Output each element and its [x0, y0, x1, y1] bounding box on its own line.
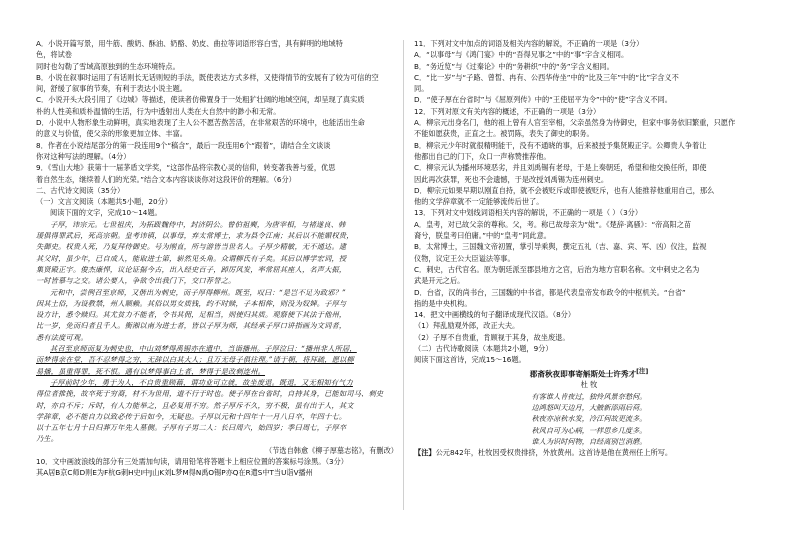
column-divider	[403, 40, 404, 510]
option-line: D．柳宗元如果早期以刚直自持，就不会被贬斥或即使被贬斥，也有人能推荐他重用自己，那么	[414, 185, 715, 195]
option-line: A．柳宗元出身名门，他的祖上曾有人官至宰相，父亲虽然身为侍御史，但家中事务依旧繁重，只愿作	[414, 118, 736, 128]
question-11: 11．下列对文中加点的词语及相关内容的解说，不正确的一项是（3分）	[414, 39, 644, 48]
option-line: 他的文学辞章就不一定能够流传后世了。	[414, 197, 544, 207]
passage-line: 一时皆慕与之交。诸公要人，争欲令出我门下，交口荐誉之。	[36, 276, 236, 286]
passage-line: 比一岁，免而归者且千人。衡湘以南为进士者，皆以子厚为师，其经承子厚口讲指画为文词者，	[36, 321, 347, 331]
question-9: 9．《雪山大地》获第十一届茅盾文学奖，“这部作品将宗教心灵的信仰，转变著我善与爱，优思	[36, 163, 336, 173]
option-line: 因此再次获罪，死也不会遗憾，于是改授刘禹锡为连州刺史。	[414, 174, 609, 184]
option-line: A．“以事母”与《鸿门宴》中的“吾得兄事之”中的“事”字含义相同。	[414, 50, 629, 60]
question-10-letters: 其A居B京C师D则E为F杭G刺H史I中J山K刘L梦M得N禹O锡P亦Q在R遣S中T当U诣V播州	[36, 468, 313, 478]
passage-source: （节选自韩愈《柳子厚墓志铭》，有删改）	[265, 445, 398, 455]
passage-line: 其召至京师而复为刺史也，中山刘梦得禹锡亦在遣中，当诣播州。子厚泣曰：“播州非人所居，	[50, 344, 357, 354]
poem-title	[414, 366, 764, 380]
option-line: 仪物，议定王公大臣谥法等事。	[414, 253, 515, 263]
option-line: D．台省，汉的尚书台，三国魏的中书省，都是代表皇帝发布政令的中枢机关。“台省”	[414, 287, 686, 297]
passage-line: 以十五年七月十日归葬万年先人墓侧。子厚有子男二人：长曰周六，始四岁；季曰周七，子厚卒	[36, 423, 347, 433]
question-9-cont: 着自然生态，继续着人们的光荣。”结合文本内容谈谈你对这段评价的理解。（6分）	[36, 174, 296, 184]
passage-line: 而梦得亲在堂，吾不忍梦得之穷，无辞以白其大人；且万无母子俱往理。”请于朝，将拜疏，愿以柳	[36, 355, 354, 365]
question-10: 10．文中画波浪线的部分有三处需加句读，请用铅笔将答题卡上相应位置的答案标号涂黑。（3分）	[36, 456, 348, 466]
poem-title-text: 郡斋秋夜即事寄斛斯处士许秀才	[529, 369, 637, 379]
passage-line: 悉有法度可观。	[36, 332, 88, 342]
question-12-options	[414, 117, 764, 207]
passage-line: 元和中，尝例召至京师，又偕出为刺史，而子厚得柳州。既至，叹曰：“是岂不足为政邪？”	[50, 287, 346, 297]
passage-line: 易播，虽重得罪，死不恨。遇有以梦得事白上者，梦得于是改刺连州。	[36, 366, 266, 376]
question-13-options	[414, 219, 764, 309]
passage-line: 失御史。权贵人死，乃复拜侍御史。号为刚直，所与游皆当世名人。子厚少精敏，无不通达。逮	[36, 242, 347, 252]
poem-line: 有客谁人肯夜过，独怜风景奈愁何。	[531, 391, 647, 401]
classical-passage	[36, 219, 398, 445]
question-8: 8．作者在小说结尾部分的第一段连用9个“稿含”，最后一段连用6个“跟着”，请结合全文谈谈	[36, 140, 331, 150]
passage-line: 时，亦自不斥；斥时，有人力能举之，且必复用不穷。然子厚斥不久，穷不极，虽有出于人，其文	[36, 400, 354, 410]
passage-line: 得位者推挽，故卒死于穷裔，材不为世用，道不行于时也。使子厚在台省时，自持其身，已能如司马、刺史	[36, 389, 384, 399]
question-8-cont: 你对这种写法的理解。（4分）	[36, 151, 131, 161]
subsection-2-heading: （二）古代诗歌阅读（本题共2小题，9分）	[414, 344, 553, 354]
question-12: 12．下列对原文有关内容的概述，不正确的一项是（3分）	[414, 106, 601, 116]
note-label: 【注】	[414, 448, 436, 458]
option-line: C．柳宗元认为播州环境恶劣，并且刘禹锡有老母，于是上奏朝廷，希望和他交换任所，即使	[414, 163, 707, 173]
passage-line: 学辞章，必不能自力以致必传于后如今，无疑也。子厚以元和十四年十一月八日卒，年四十七。	[36, 411, 347, 421]
option-line: 色，将试卷	[36, 50, 72, 60]
question-14: 14．把文中画横线的句子翻译成现代汉语。（8分）	[414, 310, 576, 320]
passage-line: 子厚，讳宗元。七世祖庆，为拓跋魏侍中，封济阴公。曾伯祖奭，为唐宰相，与褚遂良、韩	[50, 219, 346, 229]
option-line: 的意义与价值，使父亲的形象更加立体、丰富。	[36, 129, 187, 139]
poem-instruction: 阅读下面这首诗，完成15～16题。	[414, 355, 526, 365]
passage-line: 子厚前时少年，勇于为人，不自贵重顾藉，谓功业可立就，故坐废退。既退，又无相知有气力	[50, 377, 353, 387]
option-line: 朴的人性美和质朴温情的生活，行为中透射出人类在大自然中的渺小和无常。	[36, 106, 281, 116]
poem-note	[414, 447, 764, 458]
section-2-heading: 二、古代诗文阅读（35分）	[36, 185, 125, 195]
option-line: B．太常博士，三国魏文帝初置，掌引导乘舆，撰定五礼（吉、嘉、宾、军、凶）仪注，监视	[414, 242, 707, 252]
passage-line: 因其土俗，为设教禁，州人顺赖。其俗以男女质钱，约不时赎，子本相侔，则没为奴婢。子厚与	[36, 298, 347, 308]
option-line: 指的是中央机构。	[414, 298, 472, 308]
poem-body	[414, 391, 764, 447]
poem-line: 秋风自可为心病，一样思乡几度多。	[531, 425, 647, 435]
option-line: C．刺史，古代官名。原为朝廷派至郡县地方之官，后治为地方官职名称。文中刺史之名为	[414, 264, 700, 274]
subsection-1-heading: （一）文言文阅读（本题共5小题，20分）	[36, 197, 172, 207]
poem-line: 谁人为识时何物，自经离别岂消磨。	[531, 436, 647, 446]
option-line: A．皇考，对已故父亲的尊称。父，考。称已故母亲为“妣”。《楚辞·离骚》：“帝高阳之苗	[414, 219, 692, 229]
poem-line: 秋夜亦凉秋水发，冷江何故更流多。	[531, 414, 647, 424]
passage-instruction: 阅读下面的文字，完成10～14题。	[50, 208, 162, 218]
question-11-options	[414, 49, 764, 105]
option-line: 同时也勾勒了雪域高原独到的生态环境特点。	[36, 61, 180, 71]
poem-note-marker: [注]	[636, 367, 649, 375]
passage-line: 集贤殿正字。俊杰廉悍，议论证据今古，出入经史百子，踔厉风发，率常屈其座人，名声大振，	[36, 264, 347, 274]
option-line: A．小说开篇写景，用牛筋、酸奶、酥油、奶酪、奶皮、曲拉等词语形容白雪，具有鲜明的地域特	[36, 39, 343, 48]
option-line: 间，舒缓了叙事的节奏，有利于表达小说主题。	[36, 84, 187, 94]
passage-line: 乃生。	[36, 434, 59, 444]
question-7-options	[36, 38, 398, 140]
option-line: 他都出自己的门下，众口一声称赞推荐他。	[414, 151, 551, 161]
left-column	[36, 38, 398, 479]
poem-author: 杜 牧	[580, 380, 598, 390]
option-line: 武是开元之后。	[414, 276, 465, 286]
passage-line: 其父时，虽少年，已自成人，能取进士第，崭然见头角。众谓柳氏有子矣。其后以博学宏词，授	[36, 253, 347, 263]
option-line: B．“务近览”与《过秦论》中的“务耕织”中的“务”字含义相同。	[414, 61, 614, 71]
poem-line: 边鸿怒叫天边月，大腋新添雨后荷。	[531, 403, 647, 413]
translation-item: （2）子厚不自贵重，肯顾视于其身，故坐废退。	[414, 332, 570, 342]
option-line: 裔兮，朕皇考曰伯庸。”中的“皇考”同此意。	[414, 231, 551, 241]
option-line: C．“比一岁”与“子路、曾皙、冉有、公西华侍坐”中的“比及三年”中的“比”字含义不	[414, 72, 679, 82]
translation-item: （1）拜乱励观外郎，改正大夫。	[414, 321, 520, 331]
question-14-items	[414, 320, 764, 343]
right-column	[414, 38, 764, 459]
option-line: 不能如愿获贵，正直之士。被罚陈，表失了御史的职务。	[414, 129, 594, 139]
passage-line: 设方计，悉令赎归。其尤贫力不能者，令书其佣，足相当，则使归其质。观察使下其法于他州，	[36, 310, 347, 320]
option-line: D．“使子厚在台省时”与《屈原列传》中的“王使屈平为令”中的“使”字含义不同。	[414, 95, 672, 105]
passage-line: 瑗俱得罪武后，死高宗朝。皇考讳镇，以事母，弃太常博士，求为县令江南；其后以不能媚权贵，	[36, 231, 354, 241]
option-line: D．小说中人物形象生动鲜明，真实地表现了主人公不愿苦熬苦活，在非常艰苦的环境中，也能活出生命	[36, 118, 365, 128]
option-line: B．柳宗元少年时就很精明能干，没有不通晓的事，后来被授予集贤殿正字。公卿贵人争着让	[414, 140, 707, 150]
option-line: 同。	[414, 84, 429, 94]
option-line: B．小说在叙事时运用了有话则长无话则短的手法，既使表达方式多样，又使得情节的安展有了较为可信的空	[36, 72, 379, 82]
note-text: 公元842年，杜牧因受权贵排挤，外放黄州。这首诗是他在黄州任上所写。	[435, 448, 673, 458]
option-line: C．小说开头大段引用了《边城》等描述，使读者仿佛置身于一处粗犷壮阔的地域空间，却呈现了真实质	[36, 95, 365, 105]
question-13: 13．下列对文中划线词语相关内容的解说，不正确的一项是（ ）（3分）	[414, 208, 643, 218]
